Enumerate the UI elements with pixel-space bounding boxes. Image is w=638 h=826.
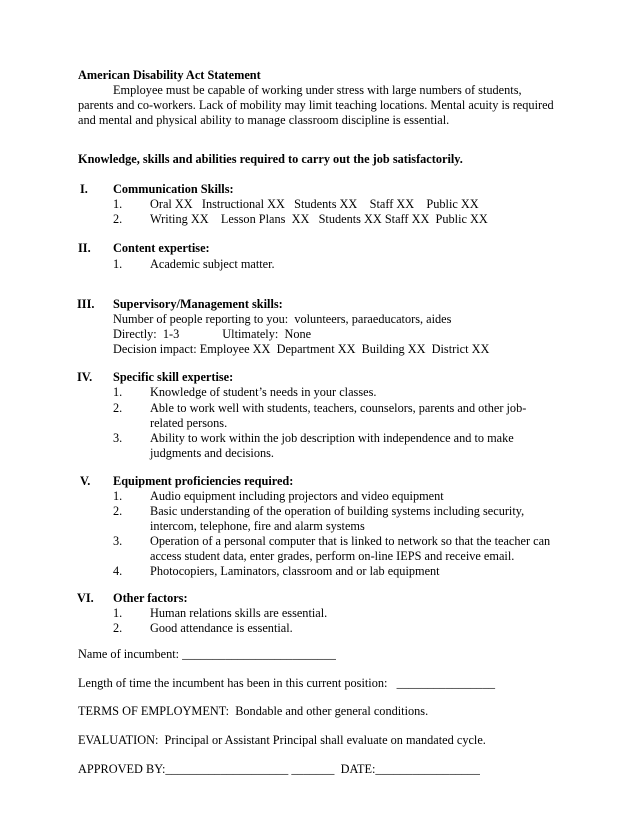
name-of-incumbent-field: Name of incumbent: _________________________	[78, 647, 336, 661]
section-numeral: V.	[80, 474, 91, 488]
item-text: Good attendance is essential.	[150, 621, 293, 635]
ksa-heading: Knowledge, skills and abilities required to carry out the job satisfactorily.	[78, 152, 463, 166]
terms-of-employment: TERMS OF EMPLOYMENT: Bondable and other general conditions.	[78, 704, 429, 718]
supervisory-line: Number of people reporting to you: volunteers, paraeducators, aides	[113, 312, 452, 326]
item-number: 2.	[113, 504, 123, 518]
section-numeral: IV.	[77, 370, 93, 384]
item-text: Audio equipment including projectors and video equipment	[150, 489, 444, 503]
section-numeral: I.	[80, 182, 88, 196]
section-title: Equipment proficiencies required:	[113, 474, 294, 488]
item-text-continued: intercom, telephone, fire and alarm systems	[150, 519, 365, 533]
item-number: 2.	[113, 621, 123, 635]
item-text-continued: related persons.	[150, 416, 228, 430]
section-numeral: III.	[77, 297, 95, 311]
section-title: Specific skill expertise:	[113, 370, 234, 384]
ada-line-1: Employee must be capable of working under stress with large numbers of students,	[113, 83, 522, 97]
item-number: 3.	[113, 431, 123, 445]
item-number: 1.	[113, 606, 123, 620]
supervisory-line: Decision impact: Employee XX Department XX Building XX District XX	[113, 342, 490, 356]
item-number: 2.	[113, 212, 123, 226]
item-number: 2.	[113, 401, 123, 415]
ada-line-2: parents and co-workers. Lack of mobility may limit teaching locations. Mental acuity is required	[78, 98, 554, 112]
item-text: Operation of a personal computer that is linked to network so that the teacher can	[150, 534, 551, 548]
item-text-continued: judgments and decisions.	[150, 446, 274, 460]
approved-by-field: APPROVED BY:____________________ _______ DATE:_________________	[78, 762, 480, 776]
item-number: 1.	[113, 257, 123, 271]
item-text: Writing XX Lesson Plans XX Students XX Staff XX Public XX	[150, 212, 488, 226]
item-text: Oral XX Instructional XX Students XX Staff XX Public XX	[150, 197, 479, 211]
item-number: 3.	[113, 534, 123, 548]
section-numeral: II.	[78, 241, 91, 255]
section-title: Supervisory/Management skills:	[113, 297, 283, 311]
item-number: 4.	[113, 564, 123, 578]
ada-line-3: and mental and physical ability to manage classroom discipline is essential.	[78, 113, 450, 127]
item-text: Ability to work within the job description with independence and to make	[150, 431, 514, 445]
supervisory-line: Directly: 1-3 Ultimately: None	[113, 327, 312, 341]
section-title: Other factors:	[113, 591, 188, 605]
section-numeral: VI.	[77, 591, 94, 605]
evaluation-statement: EVALUATION: Principal or Assistant Principal shall evaluate on mandated cycle.	[78, 733, 486, 747]
section-title: Communication Skills:	[113, 182, 234, 196]
item-number: 1.	[113, 197, 123, 211]
item-text: Knowledge of student’s needs in your classes.	[150, 385, 377, 399]
item-text: Basic understanding of the operation of building systems including security,	[150, 504, 525, 518]
item-text: Photocopiers, Laminators, classroom and or lab equipment	[150, 564, 440, 578]
length-of-time-field: Length of time the incumbent has been in this current position: ________________	[78, 676, 496, 690]
item-text: Academic subject matter.	[150, 257, 275, 271]
section-title: Content expertise:	[113, 241, 210, 255]
ada-heading: American Disability Act Statement	[78, 68, 261, 82]
item-text-continued: access student data, enter grades, perform on-line IEPS and receive email.	[150, 549, 515, 563]
item-number: 1.	[113, 489, 123, 503]
item-number: 1.	[113, 385, 123, 399]
item-text: Able to work well with students, teachers, counselors, parents and other job-	[150, 401, 527, 415]
item-text: Human relations skills are essential.	[150, 606, 328, 620]
